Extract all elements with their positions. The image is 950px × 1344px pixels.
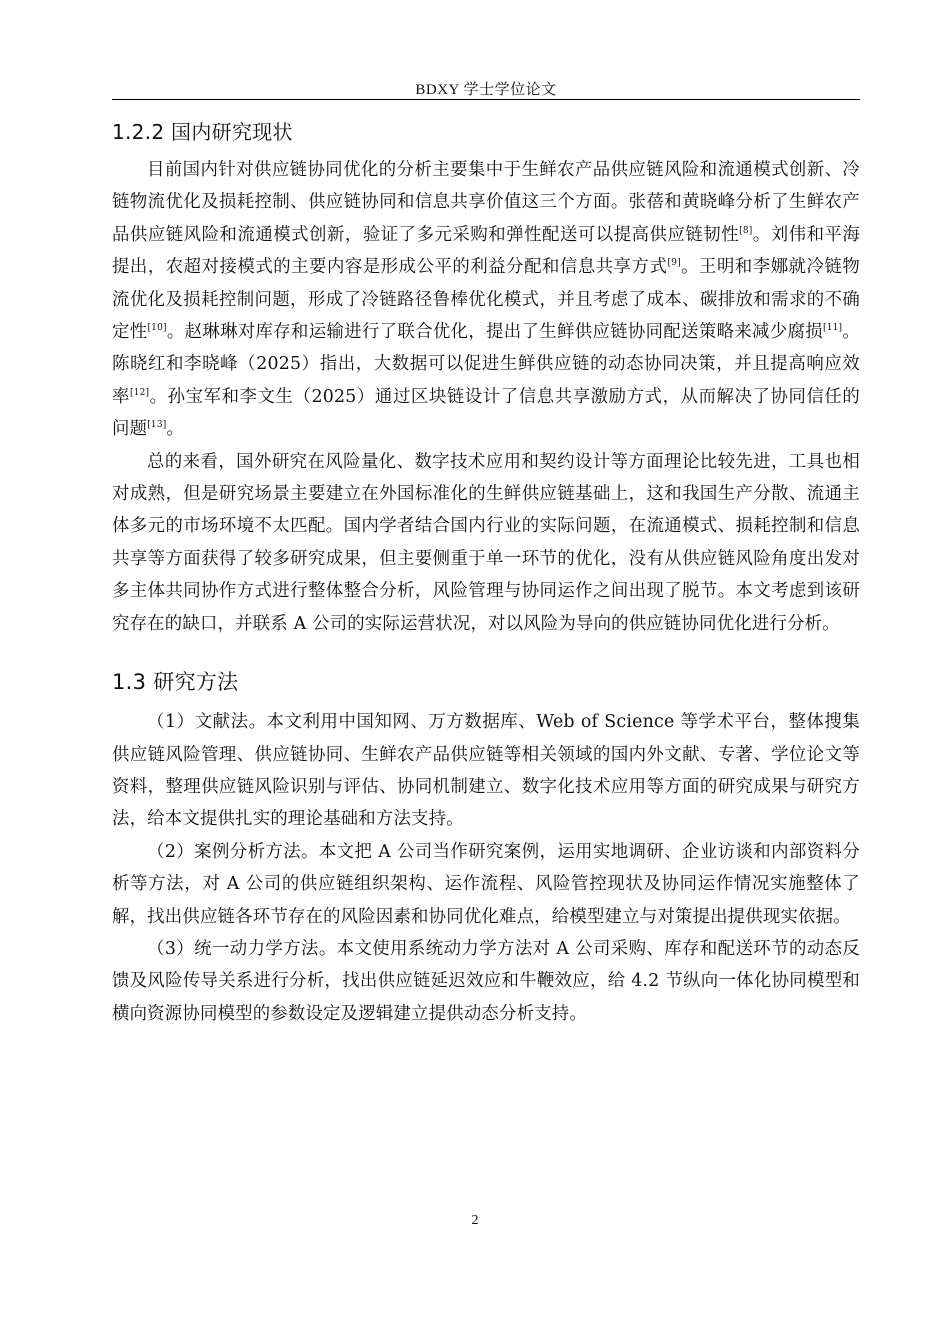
header-rule [112,99,860,100]
text-run: 。孙宝军和李文生（2025）通过区块链设计了信息共享激励方式，从而解决了协同信任的问题 [112,386,860,440]
citation-marker: [12] [129,387,150,398]
citation-marker: [10] [147,323,167,334]
paragraph-domestic-research [112,154,860,446]
text-run: 目前国内针对供应链协同优化的分析主要集中于生鲜农产品供应链风险和流通模式创新、冷链物流优化及损耗控制、供应链协同和信息共享价值这三个方面。张蓓和黄晓峰分析了生鲜农产品供应链风险和流通模式创新，验证了多元采购和弹性配送可以提高供应链韧性 [112,160,860,245]
citation-marker: [8] [739,225,753,236]
page-content [112,116,860,1030]
section-heading-1-2-2: 1.2.2 国内研究现状 [112,120,293,144]
text-run: 。陈晓红和李晓峰（2025）指出，大数据可以促进生鲜供应链的动态协同决策，并且提高响应效率 [112,322,860,407]
paragraph-method-system-dynamics: （3）统一动力学方法。本文使用系统动力学方法对 A 公司采购、库存和配送环节的动态反馈及风险传导关系进行分析，找出供应链延迟效应和牛鞭效应，给 4.2 节纵向一体化协同模型和横向资源协同模型的参数设定及逻辑建立提供动态分析支持。 [112,938,860,1024]
citation-marker: [9] [667,258,681,269]
paragraph-method-literature: （1）文献法。本文利用中国知网、万方数据库、Web of Science 等学术平台，整体搜集供应链风险管理、供应链协同、生鲜农产品供应链等相关领域的国内外文献、专著、学位论文等资料，整理供应链风险识别与评估、协同机制建立、数字化技术应用等方面的研究成果与研究方法，给本文提供扎实的理论基础和方法支持。 [112,712,860,830]
text-run: 。刘伟和平海提出，农超对接模式的主要内容是形成公平的利益分配和信息共享方式 [112,224,860,278]
text-run: 。王明和李娜就冷链物流优化及损耗控制问题，形成了冷链路径鲁棒优化模式，并且考虑了成本、碳排放和需求的不确定性 [112,257,860,343]
text-run: 。 [166,419,185,440]
paragraph-method-case-study: （2）案例分析方法。本文把 A 公司当作研究案例，运用实地调研、企业访谈和内部资料分析等方法，对 A 公司的供应链组织架构、运作流程、风险管控现状及协同运作情况实施整体了解，找出供应链各环节存在的风险因素和协同优化难点，给模型建立与对策提出提供现实依据。 [112,841,860,927]
section-heading-1-3: 1.3 研究方法 [112,670,239,695]
text-run: 。赵琳琳对库存和运输进行了联合优化，提出了生鲜供应链协同配送策略来减少腐损 [166,322,823,343]
citation-marker: [13] [147,420,167,431]
page-number: 2 [471,1213,479,1228]
citation-marker: [11] [822,323,843,334]
running-header: BDXY 学士学位论文 [415,82,557,98]
paragraph-summary: 总的来看，国外研究在风险量化、数字技术应用和契约设计等方面理论比较先进，工具也相对成熟，但是研究场景主要建立在外国标准化的生鲜供应链基础上，这和我国生产分散、流通主体多元的市场环境不太匹配。国内学者结合国内行业的实际问题，在流通模式、损耗控制和信息共享等方面获得了较多研究成果，但主要侧重于单一环节的优化，没有从供应链风险角度出发对多主体共同协作方式进行整体整合分析，风险管理与协同运作之间出现了脱节。本文考虑到该研究存在的缺口，并联系 A 公司的实际运营状况，对以风险为导向的供应链协同优化进行分析。 [112,451,860,634]
